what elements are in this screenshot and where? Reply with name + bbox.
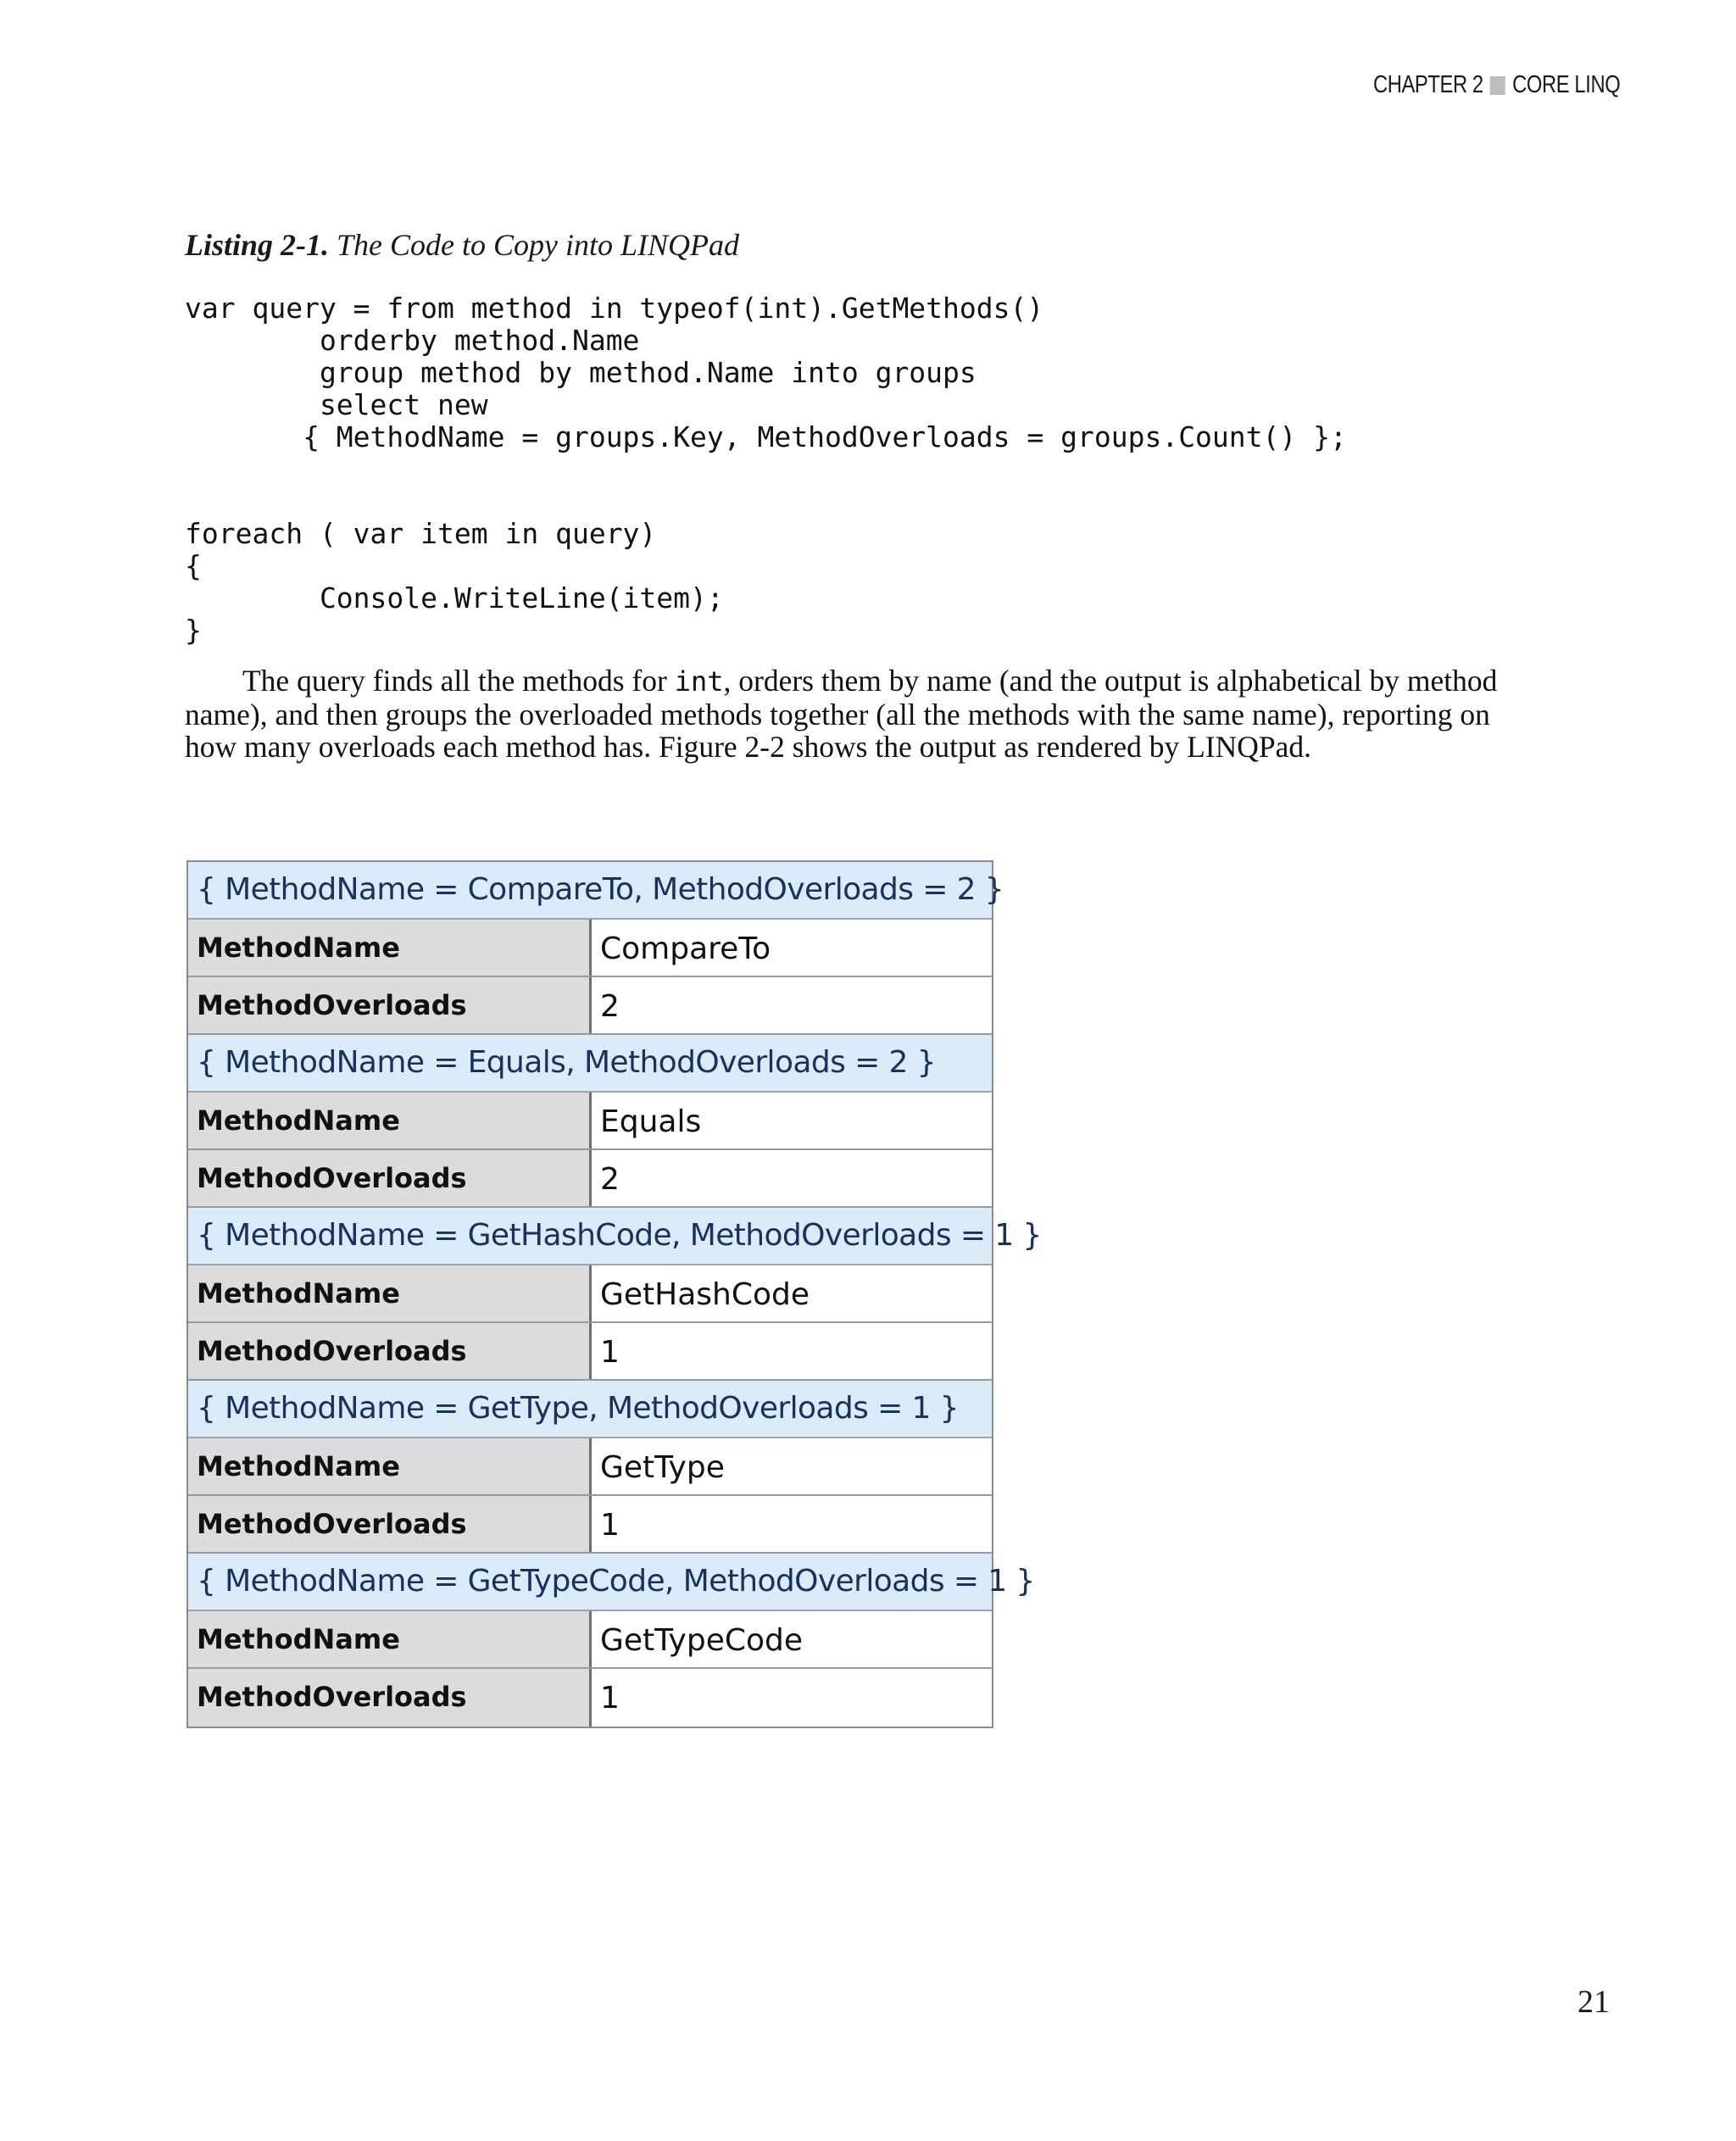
code-listing: [185, 292, 1347, 647]
table-row: [188, 920, 992, 977]
property-name-cell: MethodOverloads: [188, 1150, 592, 1206]
code-line: group method by method.Name into groups: [185, 356, 976, 389]
code-line: var query = from method in typeof(int).GetMethods(): [185, 292, 1044, 325]
table-row: [188, 1669, 992, 1727]
property-value-cell: Equals: [592, 1093, 992, 1148]
table-row: [188, 1323, 992, 1381]
property-value-cell: 1: [592, 1669, 992, 1727]
property-name-cell: MethodName: [188, 1611, 592, 1667]
table-row: [188, 977, 992, 1035]
listing-caption: [185, 227, 739, 263]
separator-square-icon: [1490, 76, 1505, 95]
property-name-cell: MethodName: [188, 1438, 592, 1494]
code-line: foreach ( var item in query): [185, 517, 657, 550]
table-row: [188, 1150, 992, 1208]
code-line: select new: [185, 388, 488, 421]
property-value-cell: 2: [592, 977, 992, 1033]
property-name-cell: MethodName: [188, 1265, 592, 1321]
table-row: [188, 1611, 992, 1669]
property-value-cell: 1: [592, 1323, 992, 1379]
property-value-cell: GetType: [592, 1438, 992, 1494]
section-label: CORE LINQ: [1511, 71, 1620, 98]
property-name-cell: MethodOverloads: [188, 1323, 592, 1379]
property-name-cell: MethodOverloads: [188, 1669, 592, 1727]
body-paragraph: [185, 665, 1534, 764]
table-row: [188, 1265, 992, 1323]
group-header: { MethodName = GetTypeCode, MethodOverloads = 1 }: [188, 1554, 992, 1611]
code-line: { MethodName = groups.Key, MethodOverloads = groups.Count() };: [185, 420, 1347, 453]
table-row: [188, 1093, 992, 1150]
table-row: [188, 1496, 992, 1554]
code-line: Console.WriteLine(item);: [185, 581, 724, 614]
linqpad-output-table: [186, 860, 1042, 1728]
code-line: {: [185, 549, 202, 582]
property-value-cell: GetTypeCode: [592, 1611, 992, 1667]
property-name-cell: MethodOverloads: [188, 977, 592, 1033]
property-value-cell: CompareTo: [592, 920, 992, 976]
group-header: { MethodName = Equals, MethodOverloads = 2 }: [188, 1035, 992, 1093]
property-name-cell: MethodName: [188, 1093, 592, 1148]
property-name-cell: MethodOverloads: [188, 1496, 592, 1552]
code-line: orderby method.Name: [185, 324, 640, 357]
paragraph-text-after: , orders them by name (and the output is alphabetical by method name), and then groups the overloaded methods together (all the methods with the same name), reporting on how many overloads each method has. Figure 2-2 shows the output as rendered by LINQPad.: [185, 664, 1498, 764]
chapter-label: CHAPTER 2: [1372, 71, 1483, 98]
property-name-cell: MethodName: [188, 920, 592, 976]
group-header: { MethodName = GetType, MethodOverloads = 1 }: [188, 1381, 992, 1438]
property-value-cell: 1: [592, 1496, 992, 1552]
group-header: { MethodName = GetHashCode, MethodOverloads = 1 }: [188, 1208, 992, 1265]
running-header: [1373, 71, 1620, 99]
code-line: }: [185, 614, 202, 647]
property-value-cell: GetHashCode: [592, 1265, 992, 1321]
table-row: [188, 1438, 992, 1496]
property-value-cell: 2: [592, 1150, 992, 1206]
paragraph-text-before: The query finds all the methods for: [242, 664, 675, 698]
paragraph-inline-code: int: [674, 665, 724, 698]
page-number: 21: [1577, 1984, 1610, 2020]
listing-title: The Code to Copy into LINQPad: [337, 228, 740, 262]
listing-label: Listing 2-1.: [185, 228, 330, 262]
group-header: { MethodName = CompareTo, MethodOverloads = 2 }: [188, 862, 992, 920]
